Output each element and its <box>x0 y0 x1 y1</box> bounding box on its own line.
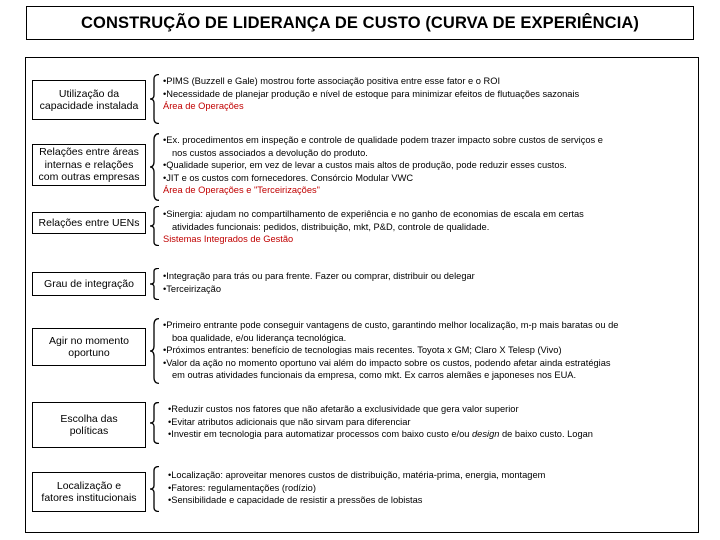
desc-line <box>168 428 698 441</box>
desc-italic-text: design <box>472 429 500 440</box>
page-title: CONSTRUÇÃO DE LIDERANÇA DE CUSTO (CURVA DE EXPERIÊNCIA) <box>26 6 694 40</box>
desc-line: •Integração para trás ou para frente. Fazer ou comprar, distribuir ou delegar <box>163 271 475 281</box>
description-relacoes-areas <box>163 134 693 197</box>
desc-text: de baixo custo. Logan <box>499 429 593 440</box>
desc-line: •Sensibilidade e capacidade de resistir a pressões de lobistas <box>168 495 423 506</box>
desc-line: •Primeiro entrante pode conseguir vantagens de custo, garantindo melhor localização, m-p mais baratas ou de <box>163 320 619 330</box>
label-line: internas e relações <box>44 158 134 171</box>
label-box-capacidade <box>32 80 146 120</box>
curly-brace-icon <box>149 74 161 124</box>
desc-line: •Reduzir custos nos fatores que não afetarão a exclusividade que gera valor superior <box>168 404 519 414</box>
curly-brace-icon <box>149 206 161 246</box>
desc-line: •Necessidade de planejar produção e nível de estoque para minimizar efeitos de flutuações sazonais <box>163 88 580 99</box>
label-line: Relações entre áreas <box>39 146 139 159</box>
label-line: Localização e <box>56 479 122 492</box>
area-tag: Sistemas Integrados de Gestão <box>163 234 294 245</box>
description-escolha-politicas <box>168 403 698 441</box>
label-line: oportuno <box>68 347 110 359</box>
label-line: fatores institucionais <box>41 492 137 504</box>
desc-line: nos custos associados a devolução do produto. <box>172 147 368 158</box>
desc-line: em outras atividades funcionais da empresa, como mkt. Ex carros alemães e japoneses nos EUA. <box>172 370 577 381</box>
description-localizacao <box>168 469 698 507</box>
description-grau-integracao <box>163 270 693 295</box>
label-box-localizacao <box>32 472 146 512</box>
label-line: capacidade instalada <box>39 100 139 112</box>
desc-line: •PIMS (Buzzell e Gale) mostrou forte associação positiva entre esse fator e o ROI <box>163 76 501 86</box>
desc-line: •Terceirização <box>163 283 222 294</box>
desc-line: •Ex. procedimentos em inspeção e controle de qualidade podem trazer impacto sobre custos de serviços e <box>163 135 603 145</box>
label-box-relacoes-uens <box>32 212 146 234</box>
desc-line: atividades funcionais: pedidos, distribuição, mkt, P&D, controle de qualidade. <box>172 221 490 232</box>
label-box-escolha-politicas <box>32 402 146 448</box>
desc-line: •Sinergia: ajudam no compartilhamento de experiência e no ganho de economias de escala em certas <box>163 209 584 219</box>
desc-line: •Próximos entrantes: benefício de tecnologias mais recentes. Toyota x GM; Claro X Telesp (Vivo) <box>163 345 562 356</box>
label-line: Agir no momento <box>49 334 129 347</box>
label-box-relacoes-areas <box>32 144 146 186</box>
desc-line: •Localização: aproveitar menores custos de distribuição, matéria-prima, energia, montagem <box>168 470 546 480</box>
desc-line: •Valor da ação no momento oportuno vai além do impacto sobre os custos, podendo afetar ainda estratégias <box>163 357 611 368</box>
label-line: Relações entre UENs <box>38 216 140 229</box>
label-line: Utilização da <box>58 87 120 100</box>
desc-line: •Qualidade superior, em vez de levar a custos mais altos de produção, pode reduzir esses custos. <box>163 160 567 171</box>
label-box-agir-momento <box>32 328 146 366</box>
curly-brace-icon <box>149 318 161 384</box>
curly-brace-icon <box>149 133 161 201</box>
description-agir-momento <box>163 319 693 382</box>
curly-brace-icon <box>149 268 161 300</box>
label-line: políticas <box>69 425 109 437</box>
curly-brace-icon <box>149 466 161 512</box>
desc-text: •Investir em tecnologia para automatizar processos com baixo custo e/ou <box>168 429 473 440</box>
area-tag: Área de Operações <box>163 101 244 112</box>
desc-line: •Evitar atributos adicionais que não sirvam para diferenciar <box>168 416 411 427</box>
curly-brace-icon <box>149 402 161 444</box>
description-relacoes-uens <box>163 208 693 246</box>
area-tag: Área de Operações e "Terceirizações" <box>163 185 320 196</box>
label-line: Grau de integração <box>44 277 134 290</box>
description-capacidade <box>163 75 693 113</box>
label-line: Escolha das <box>60 412 118 425</box>
desc-line: •JIT e os custos com fornecedores. Consórcio Modular VWC <box>163 172 414 183</box>
label-line: com outras empresas <box>38 171 140 184</box>
desc-line: •Fatores: regulamentações (rodízio) <box>168 482 316 493</box>
label-box-grau-integracao <box>32 272 146 296</box>
desc-line: boa qualidade, e/ou liderança tecnológica. <box>172 332 347 343</box>
